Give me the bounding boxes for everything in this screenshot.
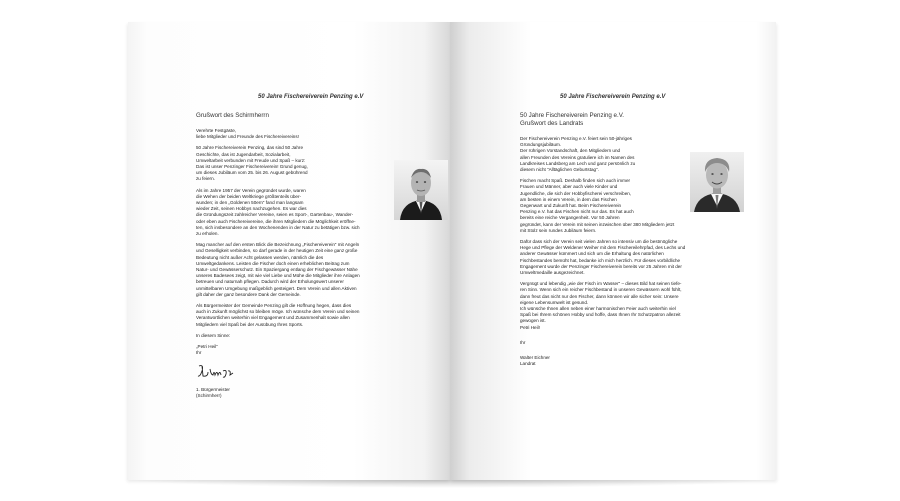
left-paragraph-3: Mag mancher auf den ersten Blick die Bezeichnung „Fischereiverein“ mit Angeln und Geselligkeit verbinden, so darf gerade in der heutigen Zeit eine ganz große Bedeutung nicht außer Acht gelassen werden, nämlich die des Umweltgedankens. Leisten die Fischer doch einen erheblichen Beitrag zum Natur- und Gewässerschutz. Ein Spaziergang entlang der Fischgewässer Nähe unseres Badesees zeigt, mit wie viel Liebe und Mühe die Mitglieder ihre Anlagen betreuen und naturnah pflegen. Dadurch wird der Erholungswert unserer unmittelbaren Umgebung maßgeblich gesteigert. Dem Verein und allen Aktiven gilt daher der ganz besondere Dank der Gemeinde. (196, 242, 360, 297)
left-salutation: Verehrte Festgäste, liebe Mitglieder und Freunde des Fischereivereins! (196, 128, 299, 140)
left-greeting: „Petri Heil“ Ihr (196, 344, 218, 356)
left-paragraph-4: Als Bürgermeister der Gemeinde Penzing gilt die Hoffnung hegen, dass dies auch in Zukunft möglichst so bleiben möge. Ich wünsche dem Verein und seinen Verantwortlichen weiterhin viel Engagement und Zusammenhalt sowie allen Mitgliedern viel Spaß bei der Ausübung Ihres Sports. (196, 303, 360, 327)
running-head-right: 50 Jahre Fischereiverein Penzing e.V (560, 94, 666, 100)
right-greeting: Ihr (520, 339, 526, 345)
right-paragraph-2: Fischen macht Spaß. Deshalb finden sich auch immer Frauen und Männer, aber auch viele Kinder und Jugendliche, die sich der Hobbyfischerei verschreiben, am besten in einem Verein, in dem das Fischen Gegenwart und Zukunft hat. Beim Fischereiverein Penzing e.V. hat das Fischen nicht nur das. Es hat auch bereits eine reiche Vergangenheit. Vor 50 Jahren gegründet, kann der Verein mit seinen inzwischen über 380 Mitgliedern jetzt mit Stolz sein rundes Jubiläum feiern. (520, 178, 675, 233)
left-closing: In diesem Sinne: (196, 332, 231, 338)
left-heading: Grußwort des Schirmherrn (196, 112, 269, 119)
left-paragraph-1: 50 Jahre Fischereiverein Penzing, das sind 50 Jahre Geschichte, das ist Jugendarbeit, Sozialarbeit, Umweltarbeit verbunden mit Freude und Spaß – kurz: Das ist unser Penzinger Fischereiverein! Grund genug, um dieses Jubiläum vom 25. bis 26. August gebührend zu feiern. (196, 145, 308, 182)
right-signer: Walter Eichner Landrat (520, 355, 550, 367)
right-heading: 50 Jahre Fischereiverein Penzing e.V. Grußwort des Landrats (520, 112, 624, 127)
running-head-left: 50 Jahre Fischereiverein Penzing e.V (258, 94, 364, 100)
right-paragraph-1: Der Fischereiverein Penzing e.V. feiert sein 50-jähriges Gründungsjubiläum. Der rührigen Vorstandschaft, den Mitgliedern und allen Freunden des Vereins gratuliere ich im Namen des Landkreises Landsberg am Lech und ganz persönlich zu diesem nicht “Alltäglichen Geburtstag”. (520, 136, 636, 173)
right-paragraph-3: Dafür dass sich der Verein seit vielen Jahren so intensiv um die bestmögliche Hege und Pflege der Weldener Weiher mit dem Fischereilehrpfad, des Lechs und anderer Gewässer kümmert und sich um die Erhaltung des natürlichen Fischbestandes bemüht hat, bedanke ich mich herzlich. Für dieses vorbildliche Engagement wurde der Penzinger Fischereiverein bereits vor 25 Jahren mit der Umweltmedaille ausgezeichnet. (520, 239, 686, 276)
right-page (450, 22, 776, 480)
right-page-content (520, 112, 752, 373)
signature-schirmherr (196, 363, 448, 381)
left-signer: 1. Bürgermeister (Schirmherr) (196, 386, 230, 398)
left-paragraph-2: Als im Jahre 1957 der Verein gegründet wurde, waren die Wehen der beiden Weltkriege größtenteils über- wunden; in den „Goldenen 50ern“ fand man langsam wieder Zeit, seinen Hobbys nachzugehen. Es war dies die Gründungszeit zahlreicher Vereine, seien es Sport-, Gartenbau-, Wander- oder eben auch Fischereivereine, die ihren Mitgliedern die Möglichkeit eröffne- ten, sich insbesondere an den Wochenenden in der Natur zu betätigen bzw. sich zu erholen. (196, 187, 360, 237)
right-paragraph-4: Vergnügt und lebendig „wie der Fisch im Wasser“ – dieses Bild hat seinen tiefe- ren Sinn. Wenn sich ein reicher Fischbestand in unseren Gewässern wohl fühlt, dann freut das nicht nur den Fischer, dann können wir alle sicher sein: Unsere eigene Lebensumwelt ist gesund. Ich wünsche Ihnen allen neben einer harmonischen Feier auch weiterhin viel Spaß bei Ihrem schönen Hobby und hoffe, dass Ihnen Ihr Schutzpatron allezeit gewogen ist. Petri Heil! (520, 281, 682, 330)
left-page-content (196, 112, 448, 404)
left-page (128, 22, 450, 480)
